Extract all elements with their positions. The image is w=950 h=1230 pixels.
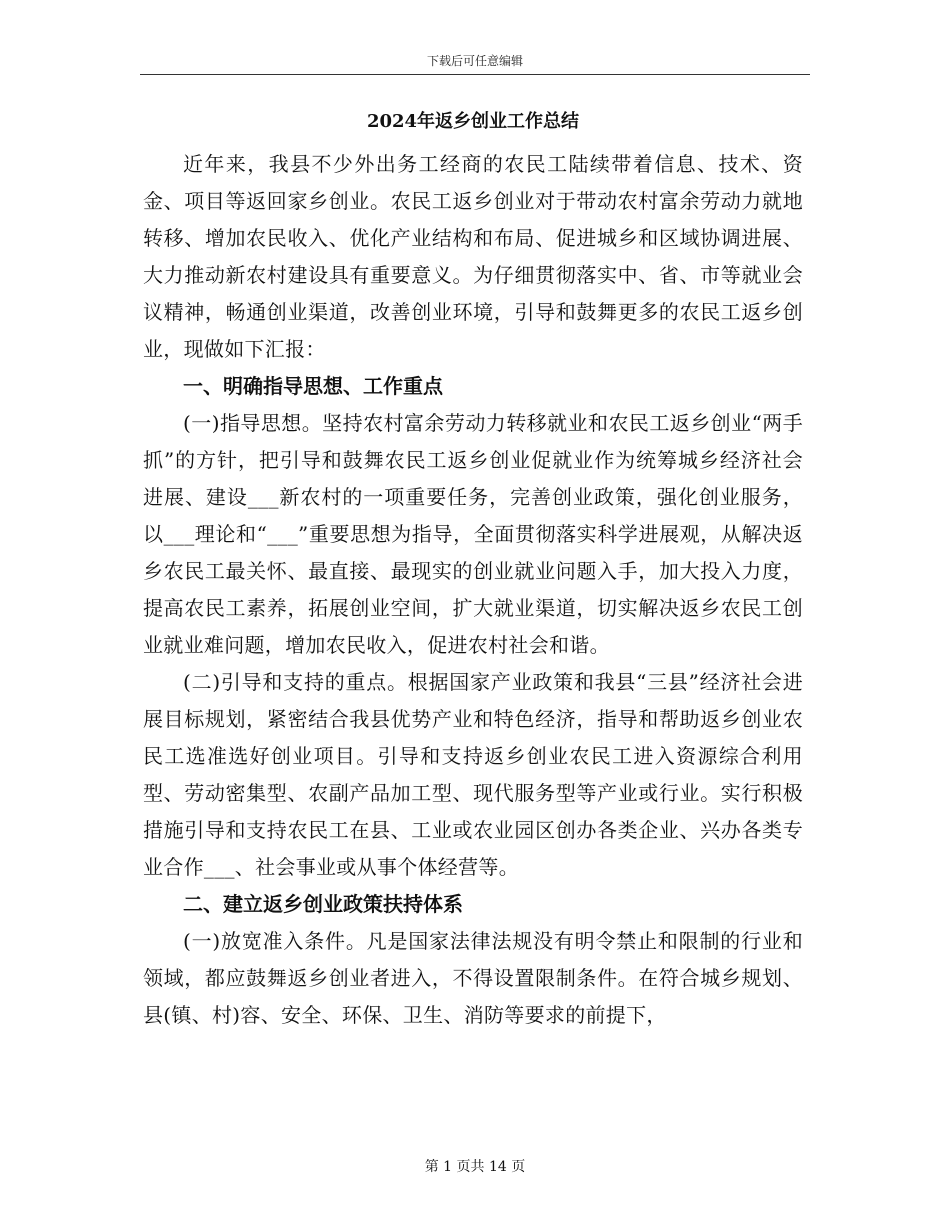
section-1-paragraph-2: (二)引导和支持的重点。根据国家产业政策和我县“三县”经济社会进展目标规划，紧密结合我县优势产业和特色经济，指导和帮助返乡创业农民工选准选好创业项目。引导和支持返乡创业农民工进入资源综合利用型、劳动密集型、农副产品加工型、现代服务型等产业或行业。实行积极措施引导和支持农民工在县、工业或农业园区创办各类企业、兴办各类专业合作___、社会事业或从事个体经营等。	[143, 670, 803, 879]
page-header: 下载后可任意编辑	[426, 54, 523, 68]
section-1-paragraph-1: (一)指导思想。坚持农村富余劳动力转移就业和农民工返乡创业“两手抓”的方针，把引导和鼓舞农民工返乡创业促就业作为统筹城乡经济社会进展、建设___新农村的一项重要任务，完善创业政策，强化创业服务，以___理论和“___”重要思想为指导，全面贯彻落实科学进展观，从解决返乡农民工最关怀、最直接、最现实的创业就业问题入手，加大投入力度，提高农民工素养，拓展创业空间，扩大就业渠道，切实解决返乡农民工创业就业难问题，增加农民收入，促进农村社会和谐。	[143, 411, 803, 657]
section-1-heading: 一、明确指导思想、工作重点	[183, 374, 443, 398]
section-2-paragraph-1: (一)放宽准入条件。凡是国家法律法规没有明令禁止和限制的行业和领域，都应鼓舞返乡创业者进入，不得设置限制条件。在符合城乡规划、县(镇、村)容、安全、环保、卫生、消防等要求的前提下，	[143, 929, 803, 1027]
intro-paragraph: 近年来，我县不少外出务工经商的农民工陆续带着信息、技术、资金、项目等返回家乡创业。农民工返乡创业对于带动农村富余劳动力就地转移、增加农民收入、优化产业结构和布局、促进城乡和区域协调进展、大力推动新农村建设具有重要意义。为仔细贯彻落实中、省、市等就业会议精神，畅通创业渠道，改善创业环境，引导和鼓舞更多的农民工返乡创业，现做如下汇报：	[143, 152, 803, 361]
document-title: 2024年返乡创业工作总结	[366, 111, 580, 132]
header-divider	[140, 74, 810, 75]
section-2-heading: 二、建立返乡创业政策扶持体系	[183, 892, 463, 916]
page-number: 第 1 页共 14 页	[424, 1159, 526, 1175]
document-body	[143, 108, 803, 1034]
